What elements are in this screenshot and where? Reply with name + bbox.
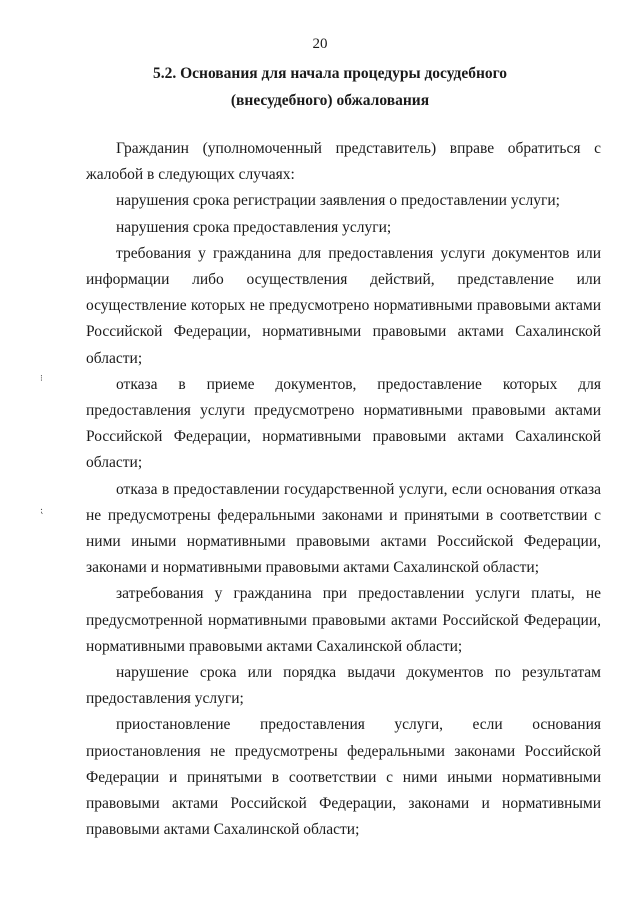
list-item: затребования у гражданина при предоставлении услуги платы, не предусмотренной нормативными правовыми актами Российской Федерации, нормативными правовыми актами Сахалинской области; <box>86 585 601 655</box>
page-number: 20 <box>312 36 328 52</box>
list-item: отказа в предоставлении государственной услуги, если основания отказа не предусмотрены федеральными законами и принятыми в соответствии с ними иными нормативными правовыми актами Российской Федерации, законами и нормативными правовыми актами Сахалинской области; <box>86 480 601 577</box>
list-item: отказа в приеме документов, предоставление которых для предоставления услуги предусмотрено нормативными правовыми актами Российской Федерации, нормативными правовыми актами Сахалинской области; <box>86 375 601 472</box>
list-item: нарушения срока предоставления услуги; <box>116 218 392 236</box>
body-text <box>86 136 601 843</box>
section-heading <box>60 60 600 114</box>
list-item: нарушение срока или порядка выдачи документов по результатам предоставления услуги; <box>86 664 601 708</box>
list-item: приостановление предоставления услуги, если основания приостановления не предусмотрены федеральными законами Российской Федерации и принятыми в соответствии с ними иными нормативными правовыми актами Российской Федерации, законами и нормативными правовыми актами Сахалинской области; <box>86 716 601 839</box>
paragraph-intro: Гражданин (уполномоченный представитель) вправе обратиться с жалобой в следующих случаях: <box>86 140 601 184</box>
section-heading-line-2: (внесудебного) обжалования <box>230 92 430 109</box>
scan-mark-icon: ⁏ <box>40 505 44 515</box>
list-item: требования у гражданина для предоставления услуги документов или информации либо осуществления действий, представление или осуществление которых не предусмотрено нормативными правовыми актами Российской Федерации, нормативными правовыми актами Сахалинской области; <box>86 244 601 367</box>
section-heading-line-1: 5.2. Основания для начала процедуры досудебного <box>152 65 508 82</box>
list-item: нарушения срока регистрации заявления о предоставлении услуги; <box>116 192 560 210</box>
scan-mark-icon: ⁝ <box>40 373 43 383</box>
